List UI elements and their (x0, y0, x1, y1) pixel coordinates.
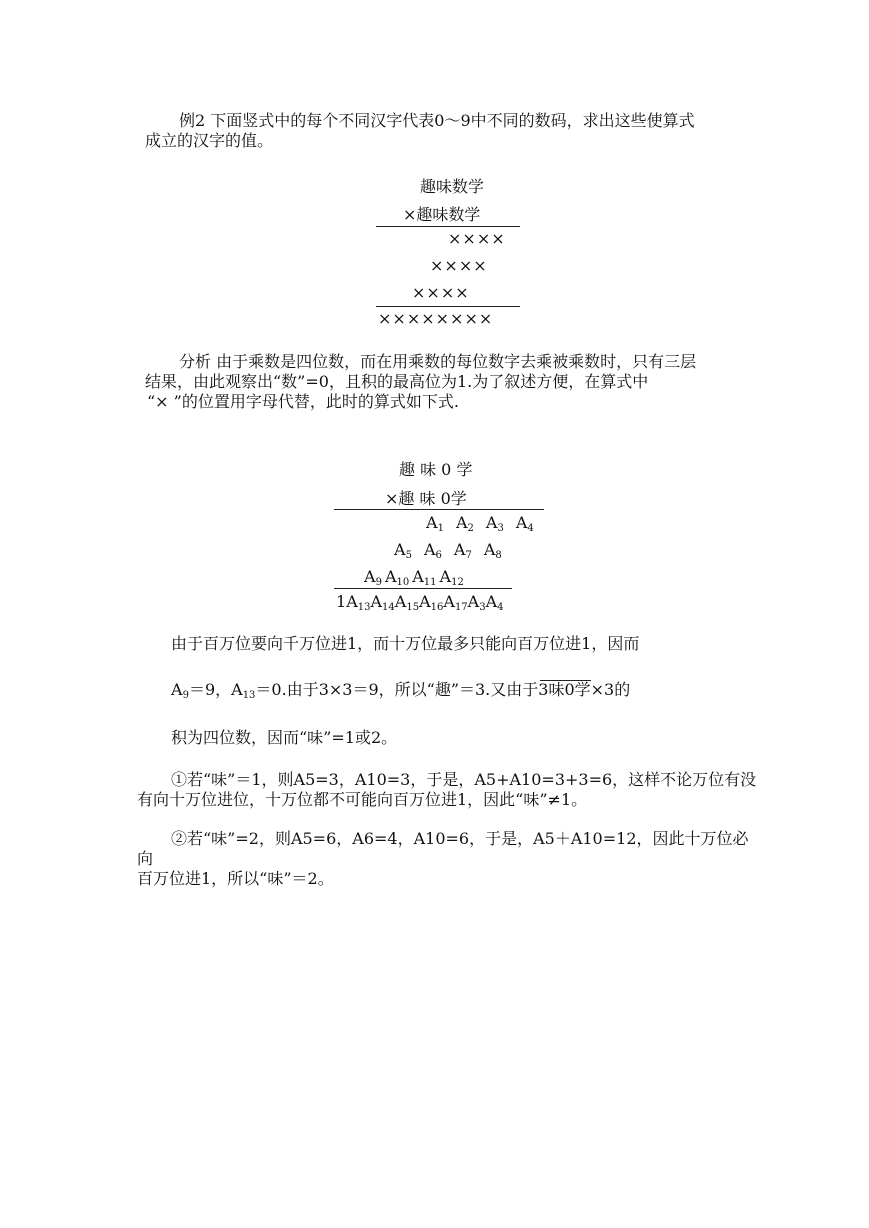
a-term: $A_5$ (394, 540, 412, 561)
a-term: $A_{17}$ (443, 592, 468, 613)
a-term: $A_3$ (485, 513, 504, 534)
example-paragraph (145, 111, 755, 151)
a-term: $A_{11}$ (412, 567, 437, 588)
puzzle2-multiplicand: 趣 味 0 学 (399, 460, 473, 479)
a-term: $A_{13}$ (346, 592, 371, 613)
a9-term: $A_9$ (171, 680, 189, 701)
overlined-number: 3味0学 (538, 680, 591, 699)
a-term: $A_3$ (467, 592, 486, 613)
carry-paragraph: 由于百万位要向千万位进1，而十万位最多只能向百万位进1，因而 (171, 634, 640, 653)
puzzle1-product: ×××××××× (378, 309, 494, 328)
a-term: $A_{12}$ (439, 567, 464, 588)
puzzle2-rule-2 (334, 588, 512, 589)
puzzle1-partial-2: ×××× (430, 256, 488, 275)
a-term: $A_{10}$ (384, 567, 410, 588)
case-2-paragraph (137, 829, 757, 889)
a-term: $A_{14}$ (370, 592, 395, 613)
a13-term: $A_{13}$ (231, 680, 256, 701)
a-term: $A_7$ (453, 540, 472, 561)
puzzle2-partial-1 (426, 513, 534, 532)
case1-line-2: 有向十万位进位，十万位都不可能向百万位进1，因此“味”≠1。 (137, 790, 588, 809)
puzzle1-multiplicand: 趣味数学 (420, 177, 485, 196)
a-term: $A_4$ (485, 592, 504, 613)
a-term: $A_{16}$ (419, 592, 444, 613)
analysis-line-3: “× ”的位置用字母代替，此时的算式如下式. (147, 392, 459, 411)
case1-line-1: ①若“味”＝1，则A5=3，A10=3，于是，A5+A10=3+3=6，这样不论万位有没 (171, 770, 757, 789)
conclusion-paragraph: 积为四位数，因而“味”=1或2。 (171, 728, 398, 747)
analysis-line-2: 结果，由此观察出“数”=0，且积的最高位为1.为了叙述方便，在算式中 (145, 372, 649, 391)
puzzle2-rule-1 (334, 509, 544, 510)
puzzle1-multiplier: ×趣味数学 (403, 205, 481, 224)
a-term: $A_9$ (364, 567, 382, 588)
analysis-paragraph (145, 352, 755, 412)
puzzle2-partial-2 (394, 540, 502, 559)
puzzle1-rule-2 (376, 306, 520, 307)
a-term: $A_2$ (455, 513, 474, 534)
a-term: $A_4$ (515, 513, 534, 534)
puzzle1-rule-1 (376, 226, 520, 227)
puzzle2-multiplier: ×趣 味 0学 (385, 489, 467, 508)
puzzle2-partial-3 (364, 567, 464, 586)
puzzle1-partial-1: ×××× (448, 229, 506, 248)
example-line-1: 例2 下面竖式中的每个不同汉字代表0～9中不同的数码，求出这些使算式 (179, 111, 695, 130)
a-term: $A_{15}$ (394, 592, 420, 613)
a-term: $A_8$ (483, 540, 502, 561)
case2-line-2: 百万位进1，所以“味”＝2。 (137, 869, 334, 888)
puzzle1-partial-3: ×××× (412, 283, 470, 302)
a-term: $A_6$ (423, 540, 442, 561)
case2-line-1: ②若“味”=2，则A5=6，A6=4，A10=6，于是，A5＋A10=12，因此十万位必向 (137, 829, 749, 868)
deduction-paragraph: $A_9=9$，$A_{13}=0$.由于3×3＝9，所以“趣”＝3.又由于3味0学×3的 (171, 680, 631, 701)
analysis-line-1: 分析 由于乘数是四位数，而在用乘数的每位数字去乘被乘数时，只有三层 (179, 352, 697, 371)
product-lead-digit: 1 (336, 592, 347, 611)
example-line-2: 成立的汉字的值。 (145, 131, 274, 150)
case-1-paragraph (137, 770, 757, 810)
a-term: $A_1$ (426, 513, 444, 534)
puzzle2-product (336, 592, 504, 611)
